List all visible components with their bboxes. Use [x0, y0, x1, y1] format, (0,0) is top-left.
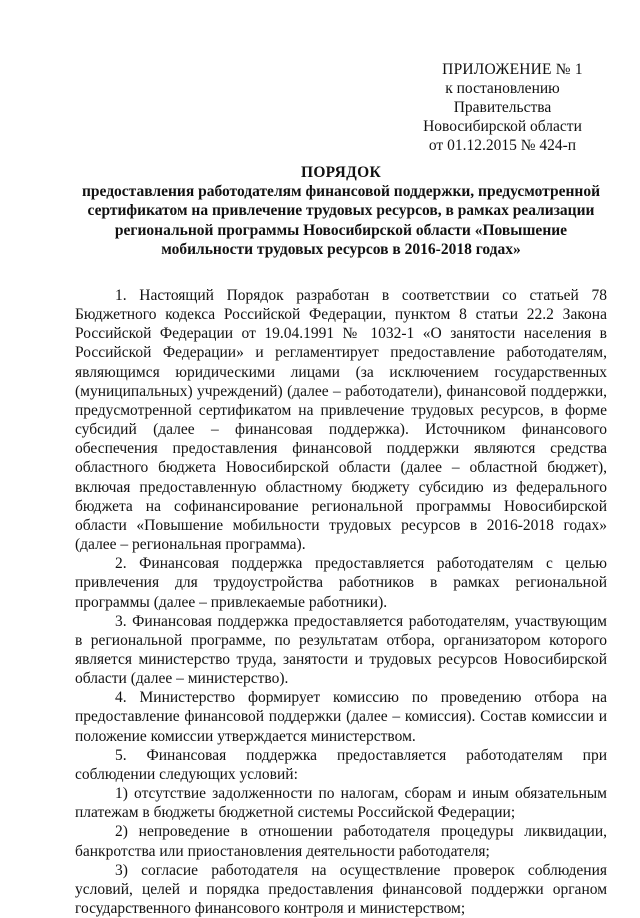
paragraph-5: 5. Финансовая поддержка предоставляется работодателям при соблюдении следующих условий:	[75, 746, 607, 783]
paragraph-4: 4. Министерство формирует комиссию по проведению отбора на предоставление финансовой поддержки (далее – комиссия). Состав комиссии и положение комиссии утверждается министерством.	[75, 689, 607, 745]
document-body	[75, 286, 607, 918]
appendix-title: ПРИЛОЖЕНИЕ № 1	[442, 61, 583, 78]
appendix-line-3: от 01.12.2015 № 424-п	[428, 137, 577, 154]
condition-item-1: 1) отсутствие задолженности по налогам, сборам и иным обязательным платежам в бюджеты бюджетной системы Российской Федерации;	[75, 785, 607, 822]
paragraph-3: 3. Финансовая поддержка предоставляется работодателям, участвующим в региональной программе, по результатам отбора, организатором которого является министерство труда, занятости и трудовых ресурсов Новосибирской области (далее – министерство).	[75, 612, 607, 688]
document-heading	[75, 163, 607, 259]
appendix-line-1: к постановлению Правительства	[445, 80, 560, 116]
paragraph-1: 1. Настоящий Порядок разработан в соответствии со статьей 78 Бюджетного кодекса Российской Федерации, пунктом 8 статьи 22.2 Закона Российской Федерации от 19.04.1991 № 1032-1 «О занятости населения в Российской Федерации» и регламентирует предоставление работодателям, являющимся юридическими лицами (за исключением государственных (муниципальных) учреждений) (далее – работодатели), финансовой поддержки, предусмотренной сертификатом на привлечение трудовых ресурсов, в форме субсидий (далее – финансовая поддержка). Источником финансового обеспечения предоставления финансовой поддержки являются средства областного бюджета Новосибирской области (далее – областной бюджет), включая предоставленную областному бюджету субсидию из федерального бюджета на софинансирование региональной программы Новосибирской области «Повышение мобильности трудовых ресурсов в 2016-2018 годах» (далее – региональная программа).	[75, 287, 607, 554]
appendix-line-2: Новосибирской области	[423, 118, 582, 135]
paragraph-2: 2. Финансовая поддержка предоставляется работодателям с целью привлечения для трудоустройства работников в рамках региональной программы (далее – привлекаемые работники).	[75, 555, 607, 611]
appendix-block	[395, 60, 610, 155]
document-subtitle: предоставления работодателям финансовой поддержки, предусмотренной сертификатом на привлечение трудовых ресурсов, в рамках реализации региональной программы Новосибирской области «Повышение мобильности трудовых ресурсов в 2016-2018 годах»	[81, 183, 601, 258]
condition-item-3: 3) согласие работодателя на осуществление проверок соблюдения условий, целей и порядка предоставления финансовой поддержки органом государственного финансового контроля и министерством;	[75, 861, 607, 917]
document-title: ПОРЯДОК	[300, 164, 382, 181]
condition-item-2: 2) непроведение в отношении работодателя процедуры ликвидации, банкротства или приостановления деятельности работодателя;	[75, 823, 607, 860]
